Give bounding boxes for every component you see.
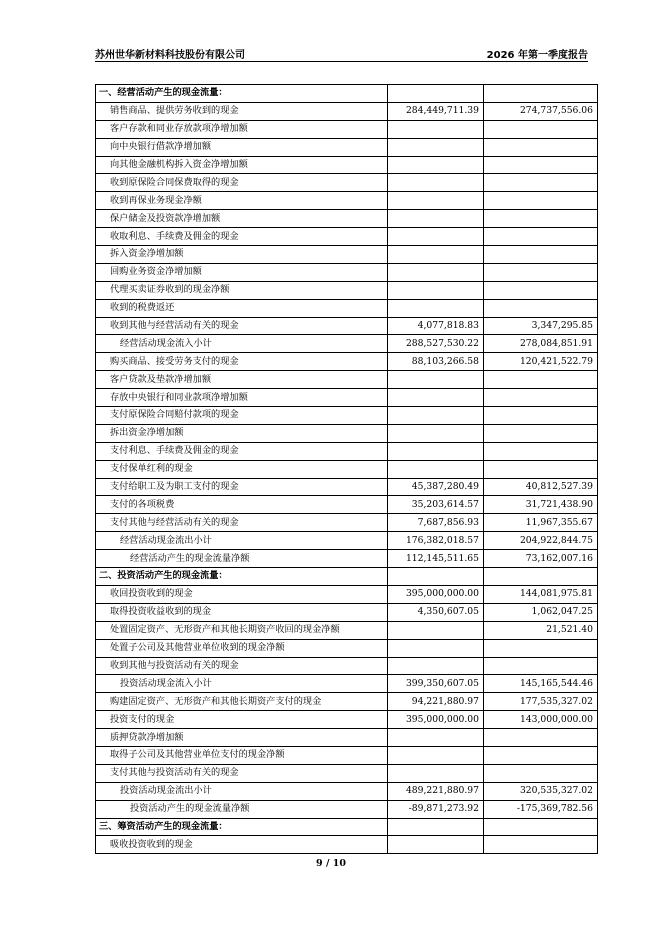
current-period-value: -89,871,273.92 <box>388 800 484 818</box>
current-period-value <box>388 424 484 442</box>
table-row <box>96 317 598 335</box>
row-label: 代理买卖证券收到的现金净额 <box>96 281 388 299</box>
current-period-value <box>388 371 484 389</box>
prior-period-value <box>484 389 598 407</box>
prior-period-value: 1,062,047.25 <box>484 603 598 621</box>
table-row <box>96 496 598 514</box>
row-label: 收到的税费返还 <box>96 299 388 317</box>
cash-flow-table <box>95 84 598 854</box>
table-row <box>96 353 598 371</box>
prior-period-value: 11,967,355.67 <box>484 514 598 532</box>
table-row <box>96 764 598 782</box>
row-label: 向其他金融机构拆入资金净增加额 <box>96 156 388 174</box>
current-period-value: 112,145,511.65 <box>388 550 484 568</box>
prior-period-value <box>484 299 598 317</box>
current-period-value: 45,387,280.49 <box>388 478 484 496</box>
row-label: 收到再保业务现金净额 <box>96 192 388 210</box>
table-row <box>96 389 598 407</box>
prior-period-value <box>484 120 598 138</box>
row-label: 回购业务资金净增加额 <box>96 263 388 281</box>
prior-period-value: 21,521.40 <box>484 621 598 639</box>
prior-period-value <box>484 281 598 299</box>
page-header <box>95 46 588 60</box>
prior-period-value: 31,721,438.90 <box>484 496 598 514</box>
row-label: 购买商品、接受劳务支付的现金 <box>96 353 388 371</box>
table-row <box>96 371 598 389</box>
table-row <box>96 138 598 156</box>
current-period-value <box>388 836 484 854</box>
current-period-value: 395,000,000.00 <box>388 585 484 603</box>
current-period-value <box>388 729 484 747</box>
table-row <box>96 657 598 675</box>
row-label: 投资活动现金流出小计 <box>96 782 388 800</box>
prior-period-value <box>484 174 598 192</box>
row-label: 质押贷款净增加额 <box>96 729 388 747</box>
table-row <box>96 836 598 854</box>
table-row <box>96 120 598 138</box>
prior-period-value <box>484 442 598 460</box>
current-period-value <box>388 192 484 210</box>
row-label: 投资活动产生的现金流量净额 <box>96 800 388 818</box>
row-label: 吸收投资收到的现金 <box>96 836 388 854</box>
header-divider <box>95 61 588 62</box>
company-name: 苏州世华新材料科技股份有限公司 <box>95 50 245 61</box>
row-label: 拆出资金净增加额 <box>96 424 388 442</box>
row-label: 保户储金及投资款净增加额 <box>96 210 388 228</box>
table-row <box>96 228 598 246</box>
current-period-value <box>388 174 484 192</box>
current-period-value <box>388 228 484 246</box>
current-period-value <box>388 568 484 586</box>
prior-period-value <box>484 657 598 675</box>
table-row <box>96 478 598 496</box>
prior-period-value <box>484 764 598 782</box>
current-period-value: 4,077,818.83 <box>388 317 484 335</box>
row-label: 一、经营活动产生的现金流量： <box>96 85 388 103</box>
row-label: 向中央银行借款净增加额 <box>96 138 388 156</box>
section-row <box>96 85 598 103</box>
prior-period-value: 40,812,527.39 <box>484 478 598 496</box>
table-row <box>96 729 598 747</box>
row-label: 处置子公司及其他营业单位收到的现金净额 <box>96 639 388 657</box>
current-period-value: 4,350,607.05 <box>388 603 484 621</box>
row-label: 销售商品、提供劳务收到的现金 <box>96 102 388 120</box>
table-row <box>96 263 598 281</box>
table-row <box>96 246 598 264</box>
row-label: 投资活动现金流入小计 <box>96 675 388 693</box>
row-label: 客户存款和同业存放款项净增加额 <box>96 120 388 138</box>
report-title: 2026 年第一季度报告 <box>486 50 588 61</box>
current-period-value <box>388 120 484 138</box>
table-row <box>96 800 598 818</box>
prior-period-value <box>484 639 598 657</box>
table-row <box>96 585 598 603</box>
table-row <box>96 675 598 693</box>
prior-period-value: 145,165,544.46 <box>484 675 598 693</box>
current-period-value: 288,527,530.22 <box>388 335 484 353</box>
section-row <box>96 818 598 836</box>
table-row <box>96 192 598 210</box>
row-label: 三、筹资活动产生的现金流量： <box>96 818 388 836</box>
prior-period-value <box>484 836 598 854</box>
prior-period-value: 274,737,556.06 <box>484 102 598 120</box>
current-period-value <box>388 746 484 764</box>
table-row <box>96 281 598 299</box>
table-row <box>96 174 598 192</box>
prior-period-value <box>484 568 598 586</box>
prior-period-value: 177,535,327.02 <box>484 693 598 711</box>
prior-period-value: 143,000,000.00 <box>484 711 598 729</box>
table-row <box>96 711 598 729</box>
row-label: 经营活动现金流入小计 <box>96 335 388 353</box>
current-period-value <box>388 389 484 407</box>
prior-period-value <box>484 746 598 764</box>
row-label: 取得投资收益收到的现金 <box>96 603 388 621</box>
table-row <box>96 621 598 639</box>
prior-period-value: 73,162,007.16 <box>484 550 598 568</box>
prior-period-value: 278,084,851.91 <box>484 335 598 353</box>
prior-period-value <box>484 228 598 246</box>
prior-period-value <box>484 192 598 210</box>
table-row <box>96 460 598 478</box>
cash-flow-table-body <box>96 85 598 854</box>
row-label: 收到原保险合同保费取得的现金 <box>96 174 388 192</box>
row-label: 拆入资金净增加额 <box>96 246 388 264</box>
prior-period-value: -175,369,782.56 <box>484 800 598 818</box>
row-label: 收回投资收到的现金 <box>96 585 388 603</box>
prior-period-value <box>484 210 598 228</box>
table-row <box>96 639 598 657</box>
prior-period-value <box>484 263 598 281</box>
current-period-value <box>388 621 484 639</box>
current-period-value <box>388 281 484 299</box>
prior-period-value <box>484 138 598 156</box>
table-row <box>96 299 598 317</box>
prior-period-value <box>484 246 598 264</box>
current-period-value <box>388 657 484 675</box>
current-period-value <box>388 442 484 460</box>
current-period-value: 94,221,880.97 <box>388 693 484 711</box>
prior-period-value: 204,922,844.75 <box>484 532 598 550</box>
current-period-value: 395,000,000.00 <box>388 711 484 729</box>
current-period-value <box>388 85 484 103</box>
current-period-value <box>388 263 484 281</box>
row-label: 支付保单红利的现金 <box>96 460 388 478</box>
current-period-value <box>388 299 484 317</box>
table-row <box>96 603 598 621</box>
row-label: 支付利息、手续费及佣金的现金 <box>96 442 388 460</box>
current-period-value <box>388 818 484 836</box>
row-label: 购建固定资产、无形资产和其他长期资产支付的现金 <box>96 693 388 711</box>
prior-period-value <box>484 460 598 478</box>
prior-period-value <box>484 818 598 836</box>
prior-period-value <box>484 407 598 425</box>
current-period-value <box>388 246 484 264</box>
row-label: 投资支付的现金 <box>96 711 388 729</box>
row-label: 支付其他与投资活动有关的现金 <box>96 764 388 782</box>
table-row <box>96 782 598 800</box>
current-period-value: 399,350,607.05 <box>388 675 484 693</box>
row-label: 经营活动产生的现金流量净额 <box>96 550 388 568</box>
row-label: 存放中央银行和同业款项净增加额 <box>96 389 388 407</box>
row-label: 支付其他与经营活动有关的现金 <box>96 514 388 532</box>
current-period-value: 35,203,614.57 <box>388 496 484 514</box>
current-period-value <box>388 210 484 228</box>
current-period-value: 284,449,711.39 <box>388 102 484 120</box>
current-period-value: 176,382,018.57 <box>388 532 484 550</box>
row-label: 收到其他与经营活动有关的现金 <box>96 317 388 335</box>
prior-period-value <box>484 729 598 747</box>
table-row <box>96 156 598 174</box>
prior-period-value: 120,421,522.79 <box>484 353 598 371</box>
current-period-value <box>388 639 484 657</box>
row-label: 支付的各项税费 <box>96 496 388 514</box>
prior-period-value <box>484 424 598 442</box>
table-row <box>96 693 598 711</box>
table-row <box>96 424 598 442</box>
table-row <box>96 442 598 460</box>
row-label: 收到其他与投资活动有关的现金 <box>96 657 388 675</box>
page-number: 9 / 10 <box>316 858 346 869</box>
current-period-value <box>388 460 484 478</box>
prior-period-value <box>484 156 598 174</box>
current-period-value <box>388 407 484 425</box>
table-row <box>96 102 598 120</box>
table-row <box>96 407 598 425</box>
row-label: 处置固定资产、无形资产和其他长期资产收回的现金净额 <box>96 621 388 639</box>
current-period-value: 489,221,880.97 <box>388 782 484 800</box>
row-label: 经营活动现金流出小计 <box>96 532 388 550</box>
row-label: 取得子公司及其他营业单位支付的现金净额 <box>96 746 388 764</box>
table-row <box>96 550 598 568</box>
section-row <box>96 568 598 586</box>
row-label: 收取利息、手续费及佣金的现金 <box>96 228 388 246</box>
current-period-value <box>388 138 484 156</box>
row-label: 二、投资活动产生的现金流量： <box>96 568 388 586</box>
prior-period-value: 3,347,295.85 <box>484 317 598 335</box>
row-label: 客户贷款及垫款净增加额 <box>96 371 388 389</box>
prior-period-value <box>484 371 598 389</box>
row-label: 支付原保险合同赔付款项的现金 <box>96 407 388 425</box>
table-row <box>96 532 598 550</box>
prior-period-value: 144,081,975.81 <box>484 585 598 603</box>
prior-period-value <box>484 85 598 103</box>
current-period-value <box>388 156 484 174</box>
table-row <box>96 514 598 532</box>
prior-period-value: 320,535,327.02 <box>484 782 598 800</box>
table-row <box>96 746 598 764</box>
current-period-value <box>388 764 484 782</box>
current-period-value: 88,103,266.58 <box>388 353 484 371</box>
row-label: 支付给职工及为职工支付的现金 <box>96 478 388 496</box>
current-period-value: 7,687,856.93 <box>388 514 484 532</box>
table-row <box>96 335 598 353</box>
table-row <box>96 210 598 228</box>
